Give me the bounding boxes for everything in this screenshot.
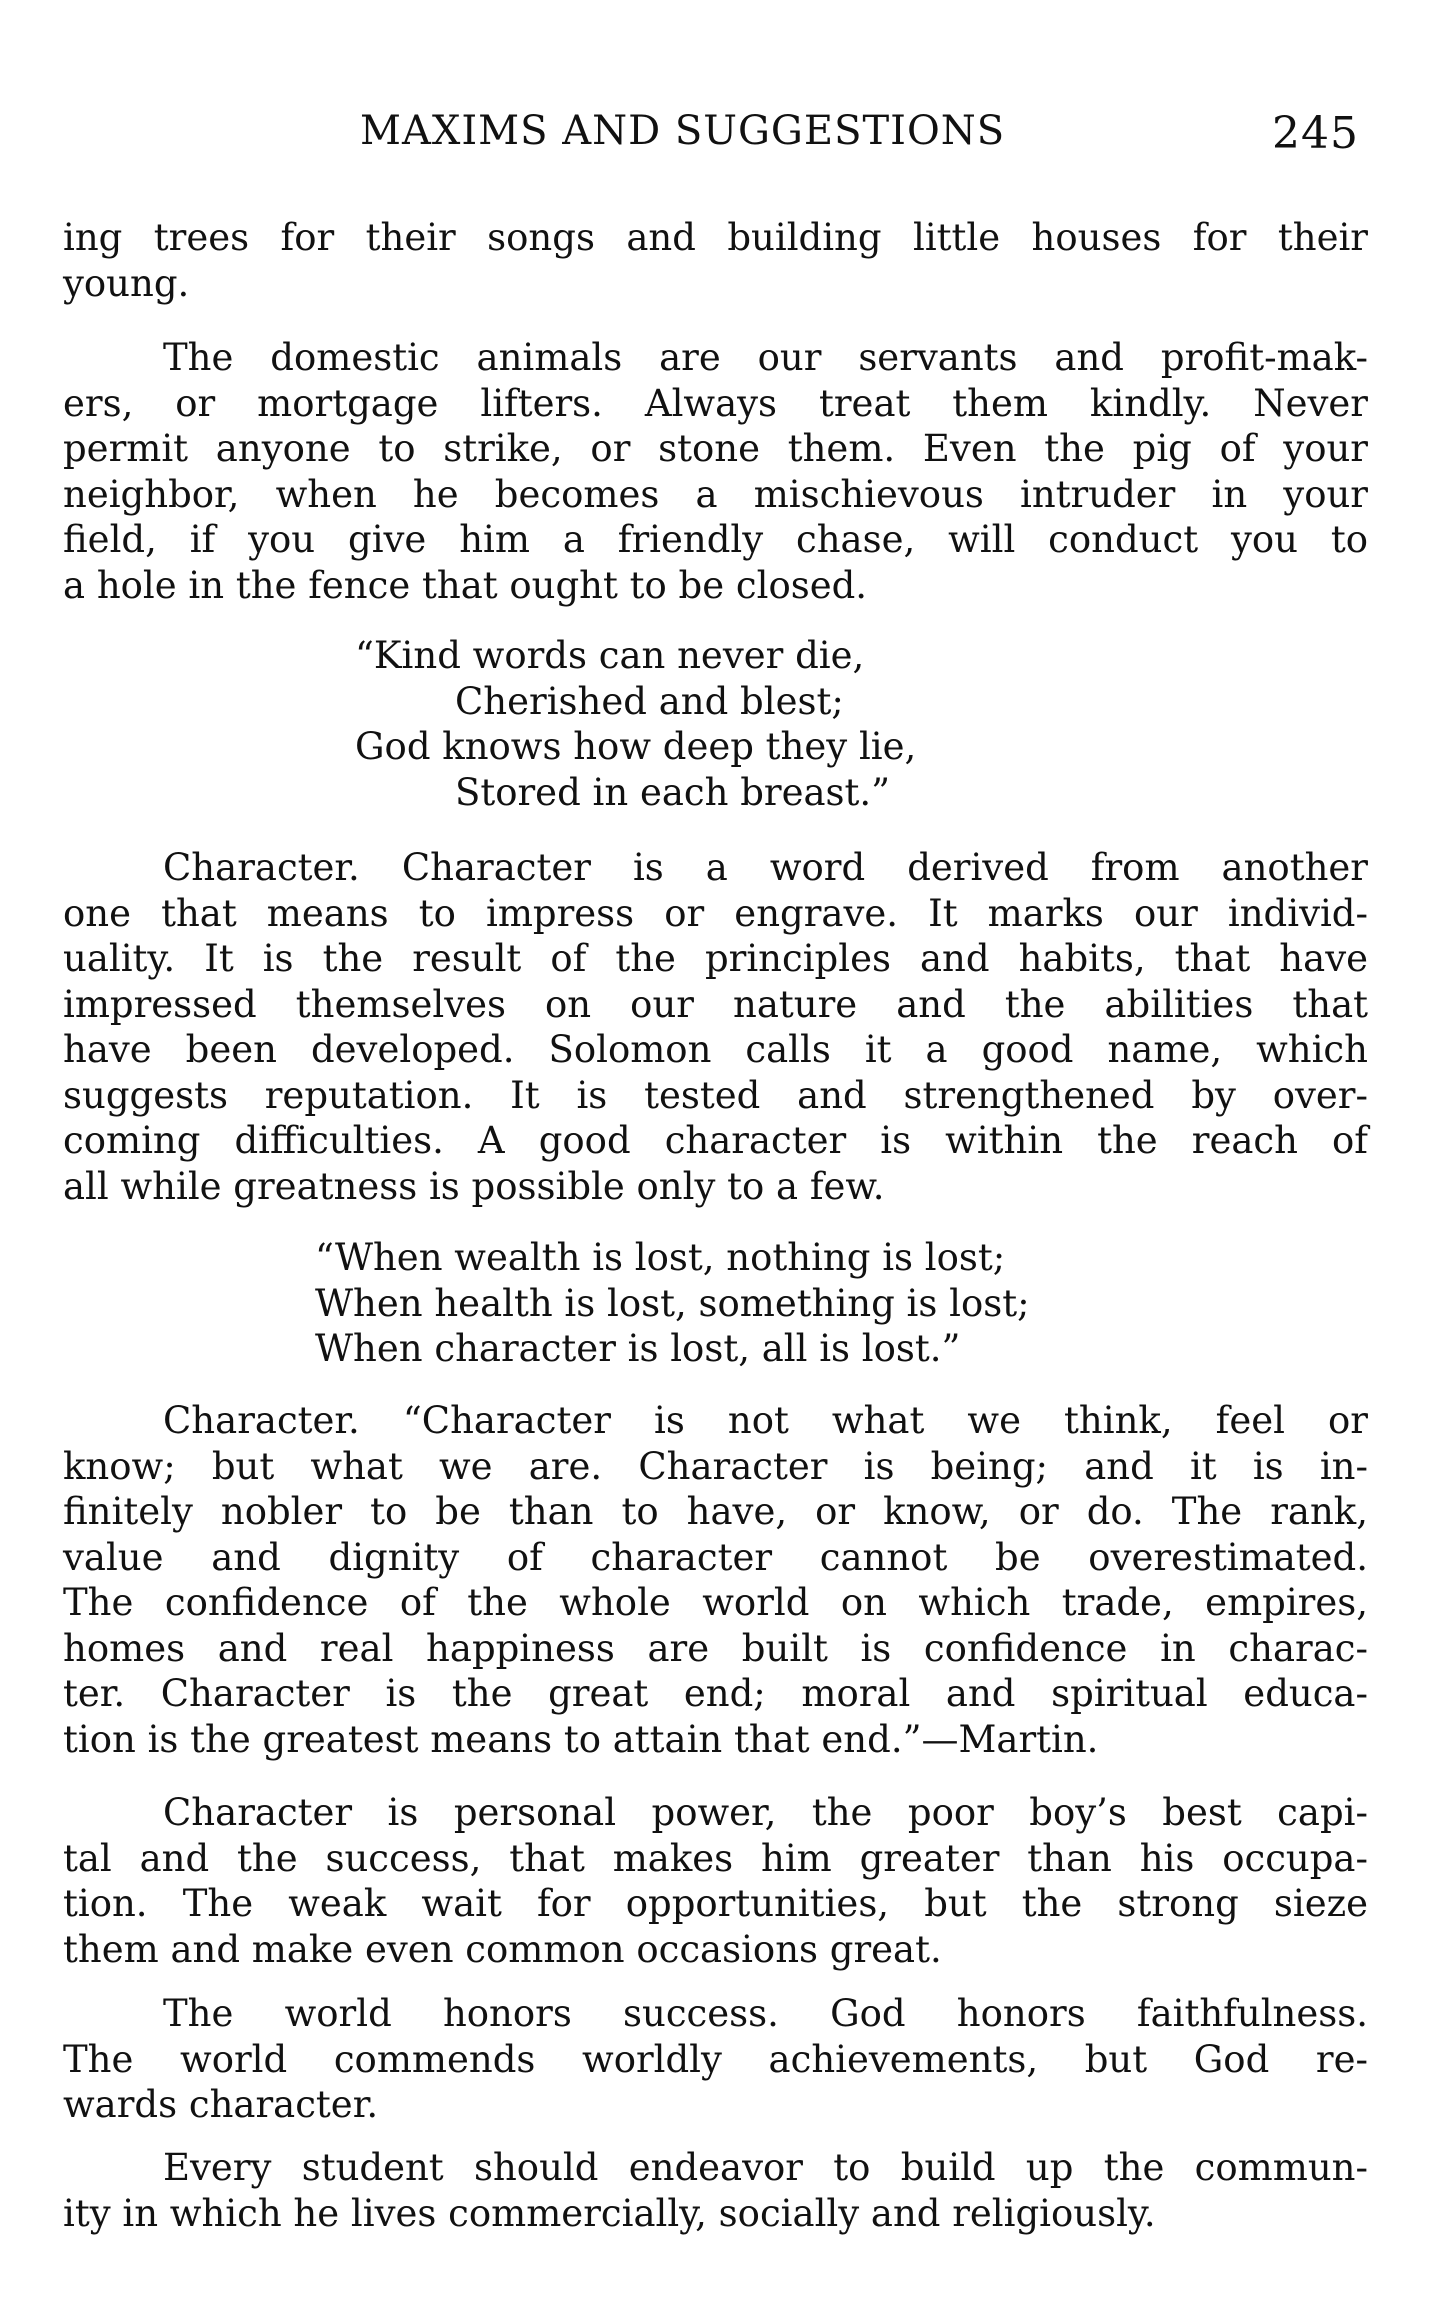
text-line: ing trees for their songs and building little houses for their <box>63 216 1368 259</box>
paragraph <box>63 845 1368 1209</box>
running-header-title: MAXIMS AND SUGGESTIONS <box>360 108 1006 154</box>
text-line: neighbor, when he becomes a mischievous intruder in your <box>63 472 1368 516</box>
text-line: The world honors success. God honors faithfulness. <box>163 1992 1368 2035</box>
text-line: young. <box>63 261 190 305</box>
text-line: tal and the success, that makes him greater than his occupa- <box>63 1836 1368 1880</box>
text-line: The confidence of the whole world on which trade, empires, <box>63 1581 1368 1624</box>
text-line: one that means to impress or engrave. It marks our individ- <box>63 891 1368 935</box>
text-line: a hole in the fence that ought to be closed. <box>63 563 868 607</box>
paragraph <box>63 1991 1368 2128</box>
verse-line: Stored in each breast.” <box>455 770 891 814</box>
paragraph <box>63 1790 1368 1972</box>
verse-quotation <box>315 1235 1030 1372</box>
text-line: ity in which he lives commercially, socially and religiously. <box>63 2191 1156 2235</box>
text-line: value and dignity of character cannot be overestimated. <box>63 1535 1368 1579</box>
text-line: The domestic animals are our servants and profit-mak- <box>163 336 1368 379</box>
text-line: them and make even common occasions great. <box>63 1927 942 1971</box>
text-line: homes and real happiness are built is confidence in charac- <box>63 1626 1368 1670</box>
text-line: permit anyone to strike, or stone them. Even the pig of your <box>63 427 1368 470</box>
text-line: uality. It is the result of the principles and habits, that have <box>63 937 1368 980</box>
paragraph <box>63 335 1368 608</box>
verse-line: “When wealth is lost, nothing is lost; <box>315 1236 1006 1279</box>
text-line: tion is the greatest means to attain that end.”—Martin. <box>63 1717 1099 1761</box>
text-line: coming difficulties. A good character is within the reach of <box>63 1119 1368 1162</box>
text-line: know; but what we are. Character is being; and it is in- <box>63 1444 1368 1488</box>
text-line: wards character. <box>63 2083 379 2126</box>
paragraph <box>63 1398 1368 1762</box>
text-line: Character. “Character is not what we think, feel or <box>163 1399 1368 1442</box>
text-line: tion. The weak wait for opportunities, but the strong sieze <box>63 1882 1368 1925</box>
text-line: ter. Character is the great end; moral and spiritual educa- <box>63 1672 1368 1715</box>
paragraph <box>63 2145 1368 2236</box>
verse-line: “Kind words can never die, <box>355 634 865 677</box>
text-line: finitely nobler to be than to have, or know, or do. The rank, <box>63 1490 1368 1533</box>
text-line: ers, or mortgage lifters. Always treat them kindly. Never <box>63 381 1368 425</box>
verse-line: When character is lost, all is lost.” <box>315 1327 961 1370</box>
verse-quotation <box>355 633 916 815</box>
text-line: field, if you give him a friendly chase, will conduct you to <box>63 518 1368 561</box>
paragraph <box>63 215 1368 306</box>
text-line: Character. Character is a word derived from another <box>163 846 1368 889</box>
page-number: 245 <box>1272 108 1359 159</box>
text-line: impressed themselves on our nature and the abilities that <box>63 982 1368 1026</box>
text-line: suggests reputation. It is tested and strengthened by over- <box>63 1073 1368 1117</box>
text-line: The world commends worldly achievements, but God re- <box>63 2037 1368 2081</box>
text-line: have been developed. Solomon calls it a good name, which <box>63 1028 1368 1071</box>
verse-line: When health is lost, something is lost; <box>315 1281 1030 1325</box>
verse-line: Cherished and blest; <box>455 679 844 723</box>
text-line: Character is personal power, the poor boy’s best capi- <box>163 1791 1368 1834</box>
text-line: all while greatness is possible only to a few. <box>63 1164 885 1208</box>
text-line: Every student should endeavor to build up the commun- <box>163 2146 1368 2189</box>
verse-line: God knows how deep they lie, <box>355 725 917 768</box>
